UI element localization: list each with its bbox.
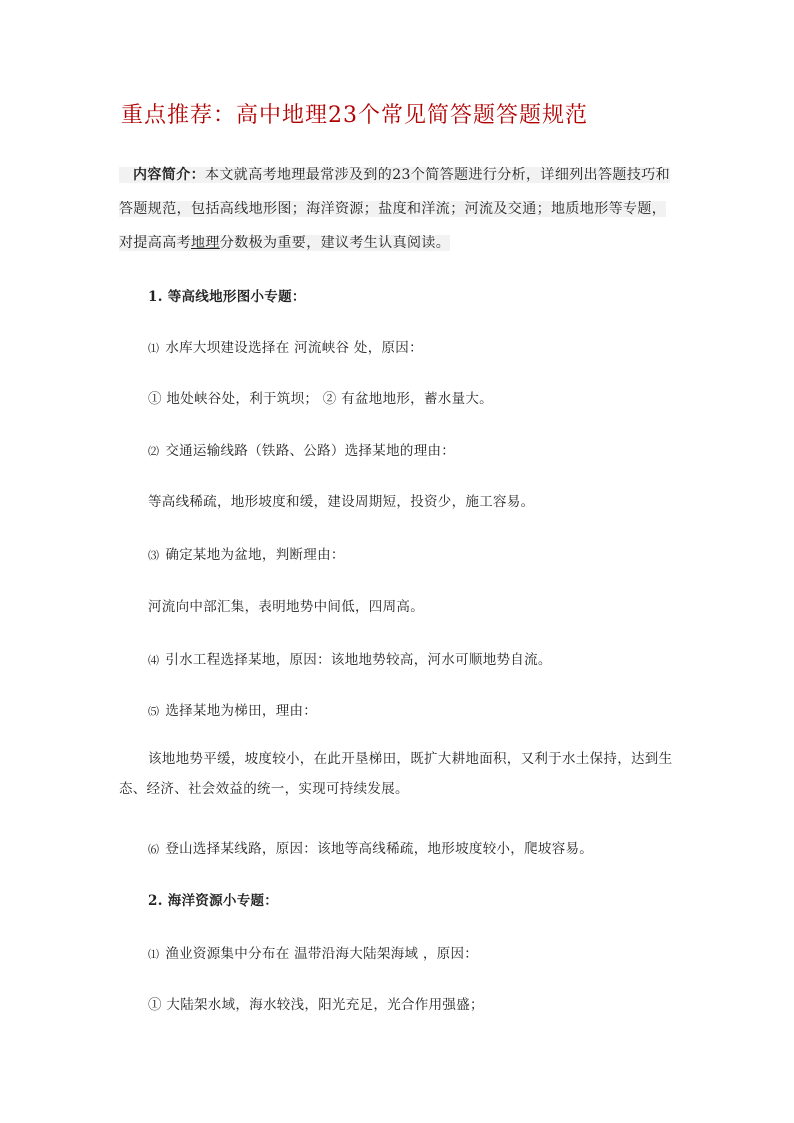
item-number: ⑵ [148, 445, 160, 458]
item-text: 渔业资源集中分布在 温带沿海大陆架海域 ，原因： [165, 946, 479, 962]
list-item [148, 942, 478, 962]
item-text: ① 大陆架水域，海水较浅，阳光充足，光合作用强盛； [148, 997, 484, 1013]
item-text: 交通运输线路（铁路、公路）选择某地的理由： [165, 443, 456, 459]
item-number: ⑴ [148, 948, 160, 961]
item-number: ⑷ [148, 654, 160, 667]
item-number: ⑴ [148, 342, 160, 355]
list-item: 该地地势平缓，坡度较小，在此开垦梯田，既扩大耕地面积，又利于水土保持，达到生态、经济、社会效益的统一，实现可持续发展。 [119, 751, 673, 797]
intro-highlight [119, 167, 670, 251]
item-text: 确定某地为盆地，判断理由： [165, 547, 345, 563]
list-item [148, 837, 593, 857]
item-text: 河流向中部汇集，表明地势中间低，四周高。 [148, 599, 424, 615]
intro-text-2: 分数极为重要，建议考生认真阅读。 [219, 235, 451, 251]
section-heading: 2. 海洋资源小专题： [148, 893, 279, 909]
intro-paragraph [119, 158, 679, 260]
list-item [148, 699, 317, 719]
item-number: ⑶ [148, 549, 160, 562]
list-item [148, 543, 345, 563]
list-item [148, 993, 484, 1013]
section-heading: 1. 等高线地形图小专题： [148, 289, 306, 305]
item-text: 等高线稀疏，地形坡度和缓，建设周期短，投资少，施工容易。 [148, 494, 535, 510]
intro-link-geography[interactable]: 地理 [191, 235, 220, 251]
list-item [148, 595, 424, 615]
intro-label: 内容简介： [133, 167, 205, 183]
list-item [148, 439, 455, 459]
list-item [148, 336, 423, 356]
item-text: ① 地处峡谷处，利于筑坝； ② 有盆地地形，蓄水量大。 [148, 391, 493, 407]
item-text: 引水工程选择某地，原因：该地地势较高，河水可顺地势自流。 [165, 652, 552, 668]
list-item [148, 648, 552, 668]
page-title: 重点推荐：高中地理23个常见简答题答题规范 [121, 103, 588, 128]
item-number: ⑸ [148, 705, 160, 718]
item-text: 水库大坝建设选择在 河流峡谷 处，原因： [165, 340, 423, 356]
list-item [148, 387, 493, 407]
item-number: ⑹ [148, 843, 160, 856]
list-item [148, 490, 534, 510]
item-text: 登山选择某线路，原因：该地等高线稀疏，地形坡度较小，爬坡容易。 [165, 841, 594, 857]
intro-text-1: 本文就高考地理最常涉及到的23个简答题进行分析，详细列出答题技巧和答题规范，包括高线地形图；海洋资源；盐度和洋流；河流及交通；地质地形等专题，对提高高考 [119, 167, 671, 251]
item-text: 选择某地为梯田，理由： [165, 703, 318, 719]
